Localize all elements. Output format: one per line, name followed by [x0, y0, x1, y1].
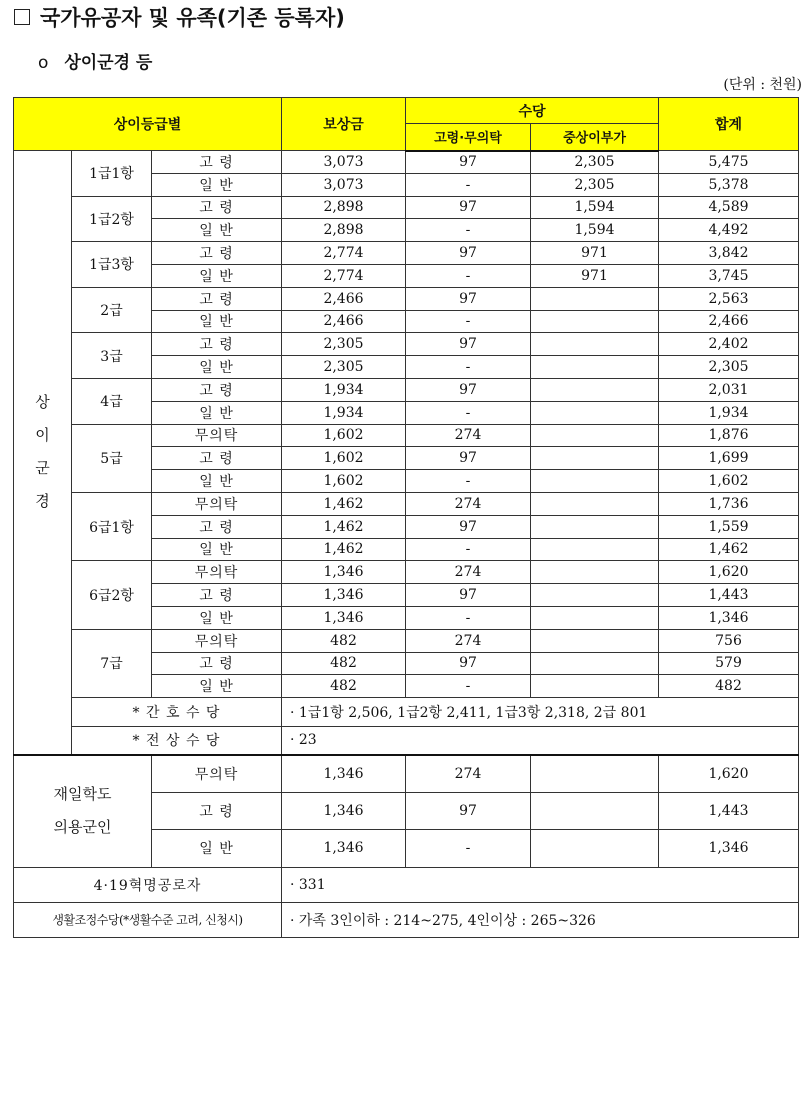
compensation-cell: 1,602 [282, 447, 406, 470]
total-cell: 1,443 [659, 584, 799, 607]
total-cell: 579 [659, 652, 799, 675]
bullet-circle-icon: o [38, 53, 49, 73]
table-row [14, 333, 799, 356]
compensation-cell: 1,462 [282, 538, 406, 561]
table-row [14, 378, 799, 401]
elderly-allowance-cell: 97 [406, 652, 531, 675]
type-cell: 일 반 [152, 606, 282, 629]
type-cell: 일 반 [152, 470, 282, 493]
total-cell: 2,031 [659, 378, 799, 401]
type-cell: 고 령 [152, 378, 282, 401]
header-severe-injury: 중상이부가 [531, 124, 659, 151]
type-cell: 고 령 [152, 151, 282, 174]
severe-allowance-cell [531, 287, 659, 310]
compensation-cell: 1,346 [282, 584, 406, 607]
compensation-cell: 3,073 [282, 151, 406, 174]
total-cell: 482 [659, 675, 799, 698]
elderly-allowance-cell: 274 [406, 492, 531, 515]
grade-cell: 1급3항 [72, 242, 152, 288]
elderly-allowance-cell: - [406, 675, 531, 698]
type-cell: 고 령 [152, 652, 282, 675]
elderly-allowance-cell: 274 [406, 629, 531, 652]
type-cell: 일 반 [152, 830, 282, 868]
nursing-allowance-row [14, 698, 799, 727]
nursing-allowance-value: · 1급1항 2,506, 1급2항 2,411, 1급3항 2,318, 2급 801 [282, 698, 799, 727]
total-cell: 1,620 [659, 755, 799, 793]
total-cell: 756 [659, 629, 799, 652]
elderly-allowance-cell: 97 [406, 196, 531, 219]
war-injury-allowance-value: · 23 [282, 726, 799, 755]
severe-allowance-cell [531, 675, 659, 698]
war-injury-allowance-label: * 전 상 수 당 [72, 726, 282, 755]
type-cell: 일 반 [152, 310, 282, 333]
total-cell: 1,346 [659, 606, 799, 629]
total-cell: 2,402 [659, 333, 799, 356]
compensation-cell: 2,898 [282, 196, 406, 219]
elderly-allowance-cell: 97 [406, 242, 531, 265]
april19-revolution-value: · 331 [282, 867, 799, 902]
type-cell: 일 반 [152, 675, 282, 698]
table-row [14, 151, 799, 174]
type-cell: 무의탁 [152, 755, 282, 793]
total-cell: 1,620 [659, 561, 799, 584]
type-cell: 고 령 [152, 287, 282, 310]
type-cell: 고 령 [152, 196, 282, 219]
compensation-cell: 1,934 [282, 401, 406, 424]
compensation-cell: 1,602 [282, 424, 406, 447]
compensation-table [13, 97, 799, 938]
table-row [14, 755, 799, 793]
type-cell: 고 령 [152, 333, 282, 356]
elderly-allowance-cell: - [406, 310, 531, 333]
page-title-text: 국가유공자 및 유족(기존 등록자) [40, 6, 345, 30]
compensation-cell: 482 [282, 629, 406, 652]
grade-cell: 6급1항 [72, 492, 152, 560]
total-cell: 3,842 [659, 242, 799, 265]
elderly-allowance-cell: 97 [406, 792, 531, 830]
severe-allowance-cell: 1,594 [531, 219, 659, 242]
compensation-cell: 1,346 [282, 561, 406, 584]
unit-note: (단위 : 천원) [723, 77, 802, 93]
april19-revolution-label: 4·19혁명공로자 [14, 867, 282, 902]
grade-cell: 4급 [72, 378, 152, 424]
compensation-cell: 2,305 [282, 333, 406, 356]
total-cell: 5,378 [659, 173, 799, 196]
table-row [14, 424, 799, 447]
elderly-allowance-cell: 97 [406, 287, 531, 310]
severe-allowance-cell [531, 629, 659, 652]
type-cell: 고 령 [152, 792, 282, 830]
severe-allowance-cell: 1,594 [531, 196, 659, 219]
compensation-cell: 1,602 [282, 470, 406, 493]
compensation-cell: 3,073 [282, 173, 406, 196]
severe-allowance-cell [531, 356, 659, 379]
header-compensation: 보상금 [282, 98, 406, 151]
table-row [14, 242, 799, 265]
compensation-cell: 2,774 [282, 242, 406, 265]
severe-allowance-cell [531, 424, 659, 447]
elderly-allowance-cell: - [406, 830, 531, 868]
elderly-allowance-cell: 97 [406, 584, 531, 607]
total-cell: 1,462 [659, 538, 799, 561]
page-title [14, 2, 345, 32]
elderly-allowance-cell: - [406, 173, 531, 196]
grade-cell: 1급1항 [72, 151, 152, 197]
total-cell: 1,699 [659, 447, 799, 470]
total-cell: 1,876 [659, 424, 799, 447]
elderly-allowance-cell: 97 [406, 515, 531, 538]
type-cell: 일 반 [152, 401, 282, 424]
grade-cell: 5급 [72, 424, 152, 492]
living-adjustment-allowance-value: · 가족 3인이하 : 214~275, 4인이상 : 265~326 [282, 902, 799, 937]
living-adjustment-allowance-row [14, 902, 799, 937]
total-cell: 3,745 [659, 264, 799, 287]
severe-allowance-cell [531, 401, 659, 424]
table-row [14, 629, 799, 652]
type-cell: 무의탁 [152, 492, 282, 515]
type-cell: 일 반 [152, 219, 282, 242]
severe-allowance-cell [531, 538, 659, 561]
compensation-cell: 1,346 [282, 830, 406, 868]
grade-cell: 7급 [72, 629, 152, 697]
compensation-cell: 1,934 [282, 378, 406, 401]
type-cell: 일 반 [152, 264, 282, 287]
type-cell: 무의탁 [152, 424, 282, 447]
total-cell: 1,736 [659, 492, 799, 515]
severe-allowance-cell [531, 792, 659, 830]
compensation-cell: 2,774 [282, 264, 406, 287]
table-row [14, 492, 799, 515]
compensation-cell: 1,462 [282, 492, 406, 515]
severe-allowance-cell [531, 515, 659, 538]
elderly-allowance-cell: - [406, 401, 531, 424]
severe-allowance-cell: 2,305 [531, 151, 659, 174]
total-cell: 2,466 [659, 310, 799, 333]
compensation-cell: 2,466 [282, 287, 406, 310]
total-cell: 1,346 [659, 830, 799, 868]
compensation-cell: 1,346 [282, 606, 406, 629]
type-cell: 고 령 [152, 447, 282, 470]
type-cell: 일 반 [152, 173, 282, 196]
elderly-allowance-cell: 97 [406, 447, 531, 470]
severe-allowance-cell [531, 755, 659, 793]
header-elderly-nocare: 고령·무의탁 [406, 124, 531, 151]
elderly-allowance-cell: 274 [406, 424, 531, 447]
type-cell: 일 반 [152, 356, 282, 379]
japan-student-volunteers-label: 재일학도 의용군인 [14, 755, 152, 868]
war-injury-allowance-row [14, 726, 799, 755]
compensation-cell: 1,462 [282, 515, 406, 538]
compensation-cell: 2,305 [282, 356, 406, 379]
section-subtitle-text: 상이군경 등 [64, 53, 153, 73]
severe-allowance-cell: 971 [531, 242, 659, 265]
compensation-cell: 2,466 [282, 310, 406, 333]
elderly-allowance-cell: - [406, 219, 531, 242]
severe-allowance-cell [531, 584, 659, 607]
severe-allowance-cell [531, 447, 659, 470]
total-cell: 1,559 [659, 515, 799, 538]
april19-revolution-row [14, 867, 799, 902]
severe-allowance-cell [531, 310, 659, 333]
severe-allowance-cell [531, 333, 659, 356]
grade-cell: 3급 [72, 333, 152, 379]
header-grade: 상이등급별 [14, 98, 282, 151]
type-cell: 고 령 [152, 242, 282, 265]
elderly-allowance-cell: 274 [406, 755, 531, 793]
type-cell: 고 령 [152, 584, 282, 607]
severe-allowance-cell [531, 830, 659, 868]
severe-allowance-cell: 2,305 [531, 173, 659, 196]
severe-allowance-cell [531, 652, 659, 675]
nursing-allowance-label: * 간 호 수 당 [72, 698, 282, 727]
elderly-allowance-cell: 97 [406, 151, 531, 174]
elderly-allowance-cell: - [406, 470, 531, 493]
total-cell: 5,475 [659, 151, 799, 174]
type-cell: 고 령 [152, 515, 282, 538]
table-row [14, 196, 799, 219]
elderly-allowance-cell: - [406, 606, 531, 629]
elderly-allowance-cell: - [406, 538, 531, 561]
total-cell: 1,443 [659, 792, 799, 830]
compensation-cell: 1,346 [282, 792, 406, 830]
type-cell: 무의탁 [152, 561, 282, 584]
header-total: 합계 [659, 98, 799, 151]
group-label-disabled-veterans: 상 이 군 경 [14, 151, 72, 755]
total-cell: 1,934 [659, 401, 799, 424]
severe-allowance-cell [531, 378, 659, 401]
total-cell: 2,563 [659, 287, 799, 310]
table-row [14, 287, 799, 310]
total-cell: 4,589 [659, 196, 799, 219]
elderly-allowance-cell: - [406, 356, 531, 379]
severe-allowance-cell [531, 606, 659, 629]
elderly-allowance-cell: 97 [406, 378, 531, 401]
table-row [14, 561, 799, 584]
total-cell: 1,602 [659, 470, 799, 493]
living-adjustment-allowance-label: 생활조정수당(*생활수준 고려, 신청시) [14, 902, 282, 937]
grade-cell: 2급 [72, 287, 152, 333]
section-subtitle [38, 48, 152, 73]
severe-allowance-cell [531, 470, 659, 493]
type-cell: 일 반 [152, 538, 282, 561]
elderly-allowance-cell: 97 [406, 333, 531, 356]
compensation-cell: 2,898 [282, 219, 406, 242]
severe-allowance-cell [531, 561, 659, 584]
header-allowance: 수당 [406, 98, 659, 124]
compensation-cell: 482 [282, 652, 406, 675]
severe-allowance-cell [531, 492, 659, 515]
total-cell: 2,305 [659, 356, 799, 379]
grade-cell: 6급2항 [72, 561, 152, 629]
compensation-cell: 1,346 [282, 755, 406, 793]
checkbox-square-icon [14, 9, 30, 25]
severe-allowance-cell: 971 [531, 264, 659, 287]
compensation-cell: 482 [282, 675, 406, 698]
elderly-allowance-cell: - [406, 264, 531, 287]
elderly-allowance-cell: 274 [406, 561, 531, 584]
grade-cell: 1급2항 [72, 196, 152, 242]
total-cell: 4,492 [659, 219, 799, 242]
type-cell: 무의탁 [152, 629, 282, 652]
